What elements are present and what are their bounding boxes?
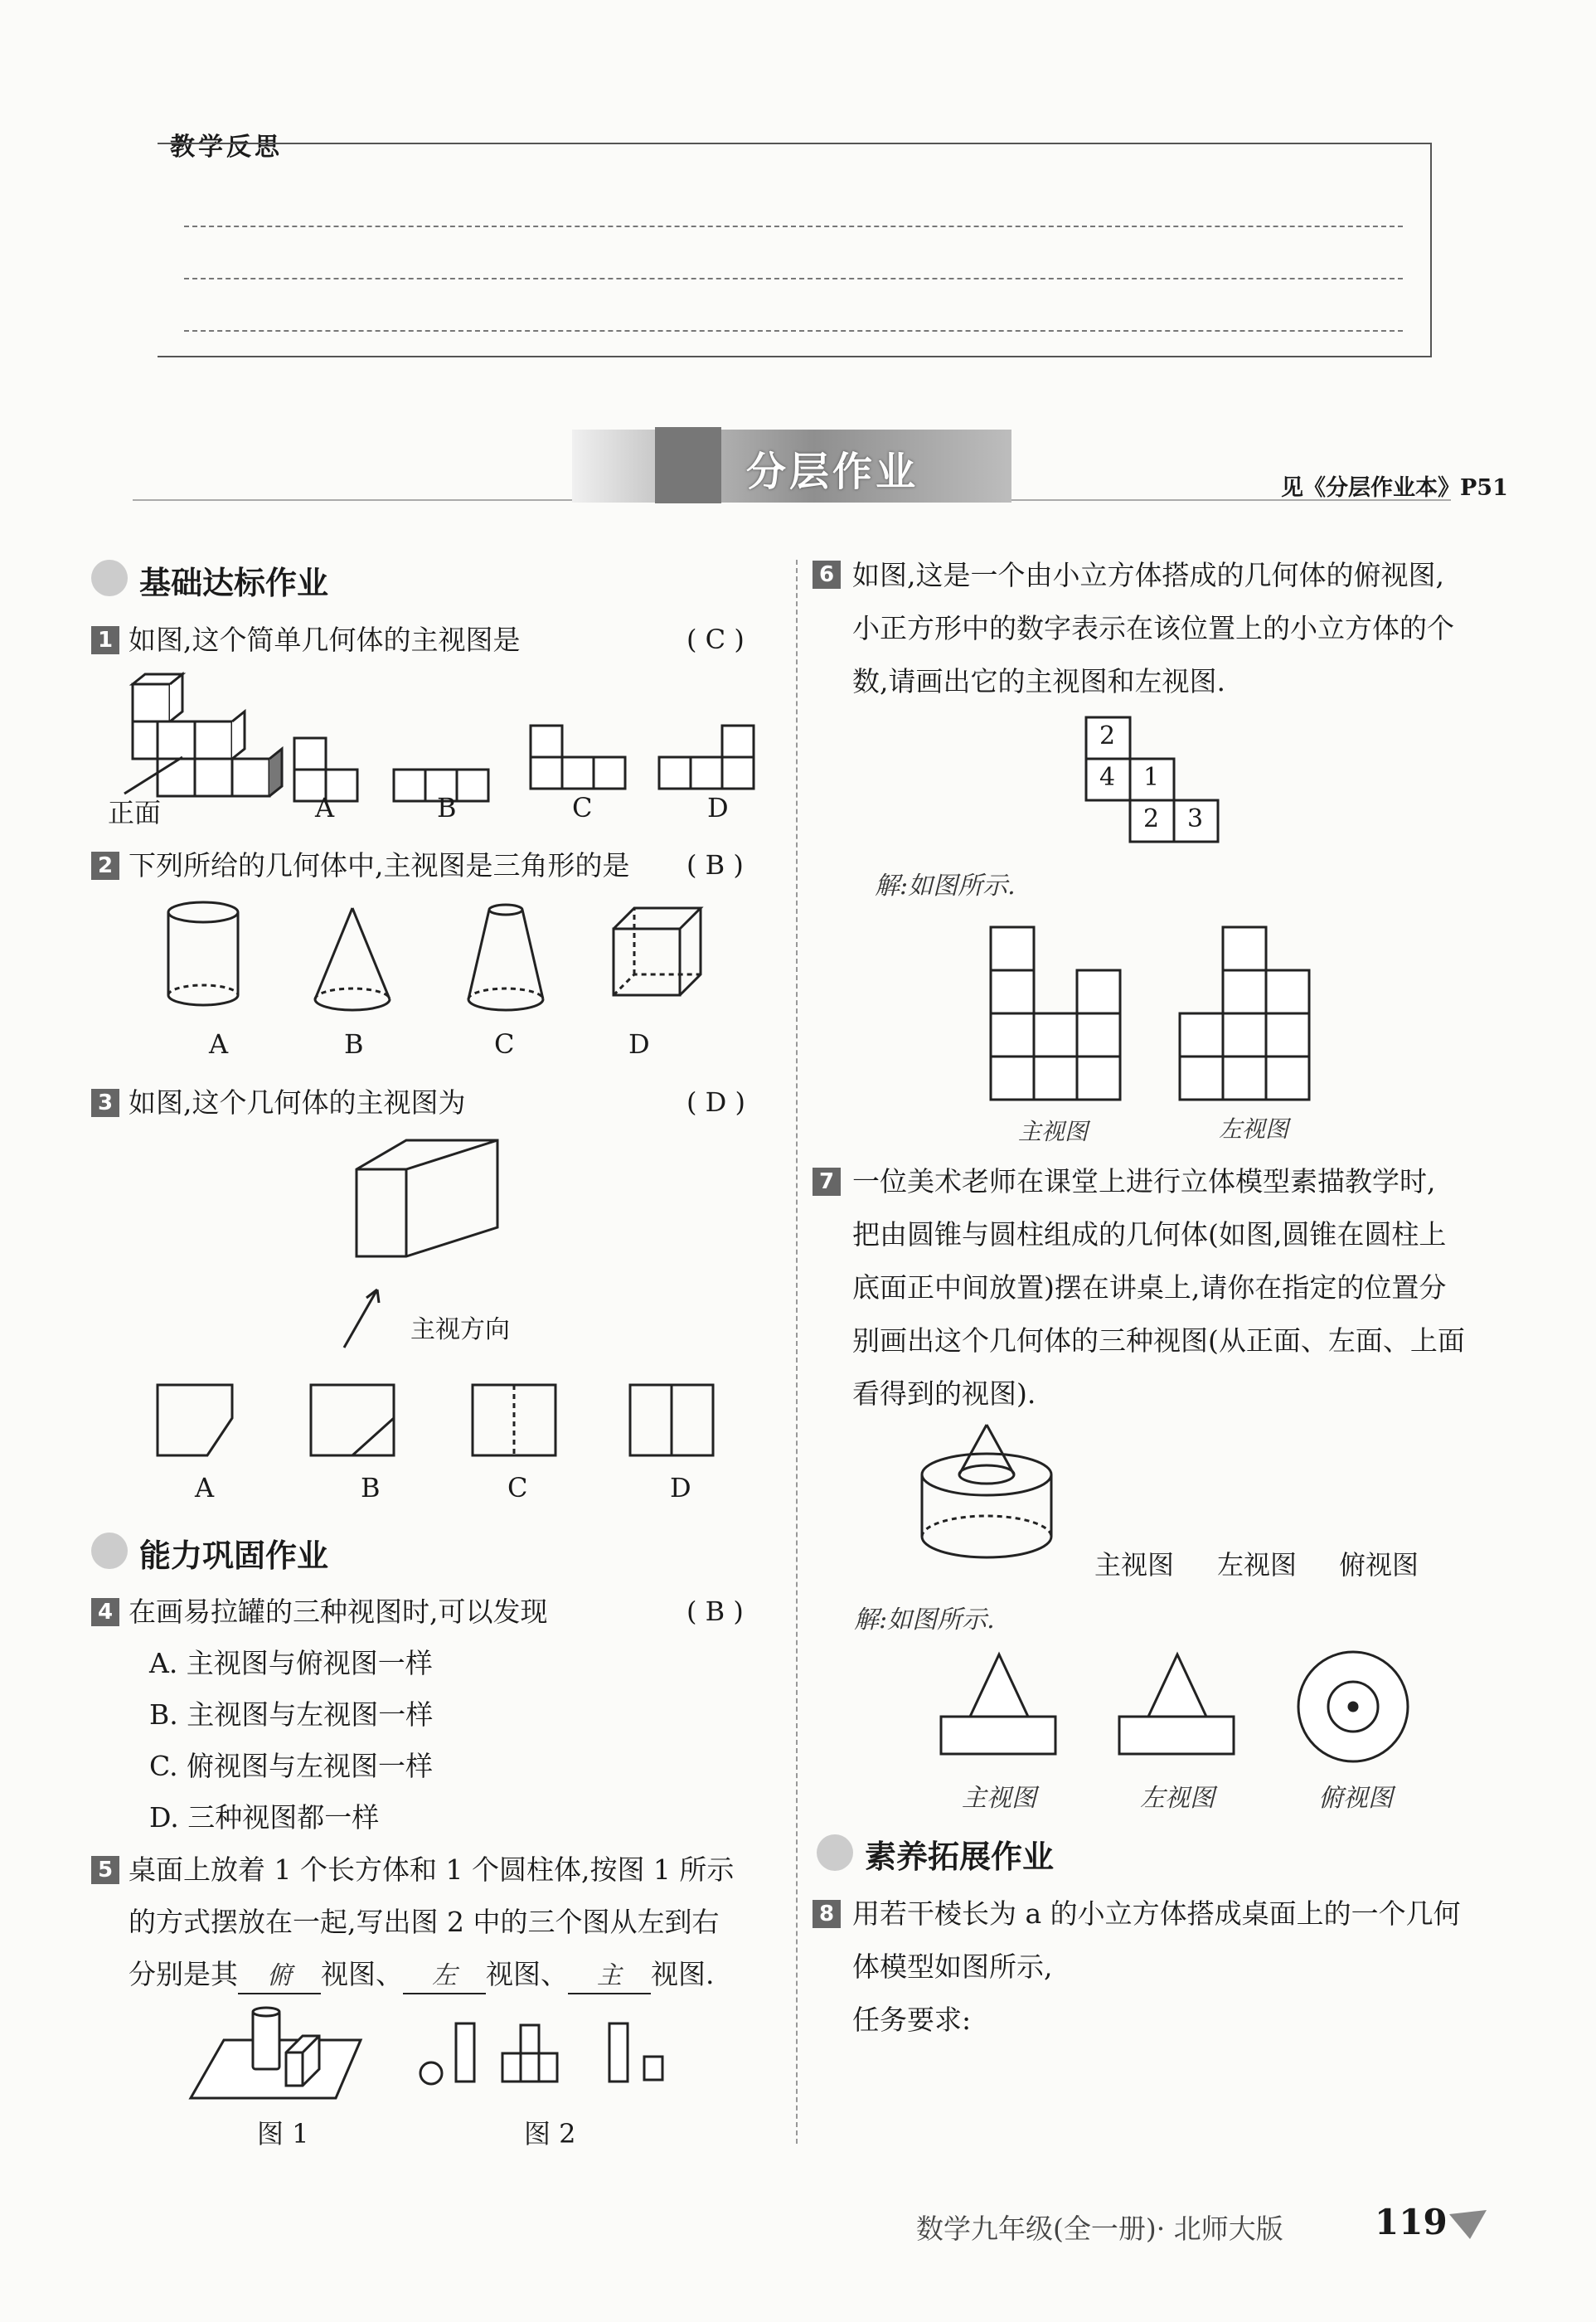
q2-opt-c: C <box>494 1028 515 1060</box>
q5-fig1-label: 图 1 <box>257 2118 309 2150</box>
q7-solution: 解:如图所示. <box>854 1605 995 1635</box>
q3-opt-d: D <box>670 1472 691 1503</box>
q5-prefix: 分别是其 <box>129 1958 238 1990</box>
grid-cell: 2 <box>1099 721 1116 751</box>
section-extend: 素养拓展作业 <box>865 1838 1055 1875</box>
q5-number: 5 <box>91 1856 119 1884</box>
q6-main-label: 主视图 <box>1018 1118 1089 1145</box>
q7-answer-views <box>937 1650 1418 1771</box>
reflection-line <box>184 330 1403 332</box>
grid-cell: 2 <box>1143 804 1160 833</box>
q6-line1: 如图,这是一个由小立方体搭成的几何体的俯视图, <box>852 559 1444 591</box>
q5-mid-1: 视图、 <box>321 1958 403 1990</box>
q2-answer: ( B ) <box>686 849 744 881</box>
q3-text: 如图,这个几何体的主视图为 <box>129 1086 466 1119</box>
q3-number: 3 <box>91 1089 119 1117</box>
grid-cell: 1 <box>1143 763 1160 792</box>
grid-cell: 4 <box>1099 763 1116 792</box>
q5-line1: 桌面上放着 1 个长方体和 1 个圆柱体,按图 1 所示 <box>129 1853 735 1886</box>
q5-line2: 的方式摆放在一起,写出图 2 中的三个图从左到右 <box>129 1906 720 1938</box>
q5-mid-2: 视图、 <box>486 1958 568 1990</box>
q3-opt-c: C <box>507 1472 528 1503</box>
q1-opt-c: C <box>572 792 593 823</box>
q7-ans-left: 左视图 <box>1140 1784 1215 1813</box>
q4-answer: ( B ) <box>686 1596 744 1627</box>
q7-line5: 看得到的视图). <box>852 1377 1036 1410</box>
q5-suffix: 视图. <box>651 1958 715 1990</box>
q2-text: 下列所给的几何体中,主视图是三角形的是 <box>129 849 630 882</box>
q8-line1: 用若干棱长为 a 的小立方体搭成桌面上的一个几何 <box>852 1897 1461 1930</box>
q2-opt-a: A <box>209 1028 229 1060</box>
grid-cell: 3 <box>1187 804 1204 833</box>
q1-opt-b: B <box>437 792 457 823</box>
q5-answer-3: 主 <box>568 1960 651 1994</box>
q7-label-left: 左视图 <box>1217 1549 1298 1581</box>
q4-choice-c: C. 俯视图与左视图一样 <box>149 1750 434 1782</box>
q7-solid <box>920 1425 1070 1566</box>
q7-line1: 一位美术老师在课堂上进行立体模型素描教学时, <box>852 1165 1436 1197</box>
reflection-line <box>184 226 1403 227</box>
q2-number: 2 <box>91 852 119 880</box>
banner-icon <box>655 427 721 503</box>
q3-opt-b: B <box>361 1472 381 1503</box>
footer-text: 数学九年级(全一册)· 北师大版 <box>916 2213 1283 2245</box>
q8-line2: 体模型如图所示, <box>852 1950 1053 1983</box>
q1-opt-a: A <box>315 792 335 823</box>
q7-label-main: 主视图 <box>1094 1549 1175 1581</box>
reflection-box <box>158 143 1432 357</box>
q1-front-label: 正面 <box>108 797 162 828</box>
q7-number: 7 <box>813 1168 841 1196</box>
q7-line3: 底面正中间放置)摆在讲桌上,请你在指定的位置分 <box>852 1271 1447 1304</box>
q8-number: 8 <box>813 1900 841 1928</box>
q6-line2: 小正方形中的数字表示在该位置上的小立方体的个 <box>852 612 1454 644</box>
q5-answer-2: 左 <box>403 1960 486 1994</box>
q5-line3 <box>129 1948 715 2001</box>
section-basic: 基础达标作业 <box>139 564 329 601</box>
q4-choice-b: B. 主视图与左视图一样 <box>149 1698 434 1731</box>
arrow-icon <box>817 1834 853 1871</box>
q4-number: 4 <box>91 1598 119 1626</box>
q2-opt-d: D <box>628 1028 650 1060</box>
q7-label-top: 俯视图 <box>1339 1549 1419 1581</box>
q7-line4: 别画出这个几何体的三种视图(从正面、左面、上面 <box>852 1324 1465 1357</box>
q4-choice-a: A. 主视图与俯视图一样 <box>149 1647 433 1679</box>
banner-title: 分层作业 <box>746 449 919 495</box>
q1-text: 如图,这个简单几何体的主视图是 <box>129 624 521 656</box>
q5-fig2-label: 图 2 <box>524 2118 576 2150</box>
q4-choice-d: D. 三种视图都一样 <box>149 1801 380 1834</box>
q2-figures <box>158 900 713 1020</box>
q3-answer: ( D ) <box>686 1086 745 1118</box>
leaf-icon <box>1449 2210 1491 2243</box>
q6-number: 6 <box>813 561 841 589</box>
q6-left-label: 左视图 <box>1219 1115 1289 1143</box>
q6-answer-views <box>991 927 1322 1105</box>
reflection-title: 教学反思 <box>170 133 283 162</box>
q6-line3: 数,请画出它的主视图和左视图. <box>852 665 1225 697</box>
q7-ans-top: 俯视图 <box>1318 1784 1393 1813</box>
q1-answer: ( C ) <box>686 624 745 655</box>
q3-opt-a: A <box>195 1472 215 1503</box>
workbook-ref: 见《分层作业本》P51 <box>1281 475 1508 501</box>
page-number: 119 <box>1375 2202 1448 2242</box>
q4-text: 在画易拉罐的三种视图时,可以发现 <box>129 1596 548 1628</box>
q1-number: 1 <box>91 626 119 654</box>
q2-opt-b: B <box>344 1028 364 1060</box>
q3-direction: 主视方向 <box>410 1315 510 1344</box>
q7-ans-main: 主视图 <box>962 1784 1036 1813</box>
q6-solution: 解:如图所示. <box>875 872 1016 901</box>
arrow-icon <box>91 1533 128 1569</box>
arrow-icon <box>91 560 128 596</box>
q1-opt-d: D <box>707 792 729 823</box>
q7-line2: 把由圆锥与圆柱组成的几何体(如图,圆锥在圆柱上 <box>852 1218 1447 1251</box>
q8-line3: 任务要求: <box>852 2004 972 2036</box>
reflection-line <box>184 278 1403 279</box>
q5-answer-1: 俯 <box>238 1960 321 1994</box>
section-ability: 能力巩固作业 <box>139 1537 329 1574</box>
q5-figures <box>187 2007 684 2106</box>
